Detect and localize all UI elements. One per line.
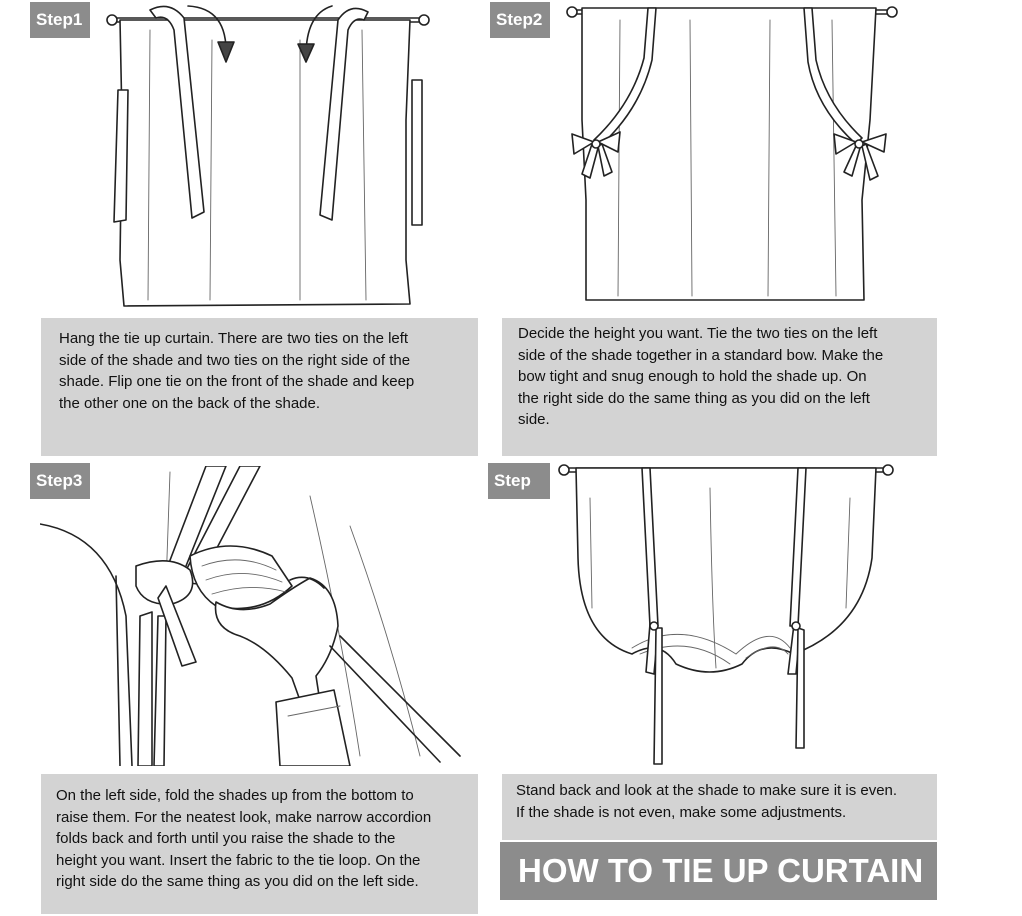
- step-2-illustration: [560, 0, 910, 310]
- step-3-caption: [41, 774, 478, 914]
- step-3-illustration: [40, 466, 480, 766]
- step-1-text: Hang the tie up curtain. There are two ties on the left side of the shade and two ties on the right side of the shade. Flip one tie on the front of the shade and keep the other one on the back of the shade.: [59, 330, 415, 412]
- step-2-label: Step2: [490, 2, 550, 38]
- step-2-text: Decide the height you want. Tie the two ties on the left side of the shade together in a standard bow. Make the bow tight and snug enough to hold the shade up. On the right side do the same thing as you did on the left side.: [518, 325, 884, 428]
- step-4-caption: [502, 774, 937, 840]
- step-2-caption: [502, 318, 937, 456]
- step-1-illustration: [100, 0, 440, 310]
- step-4-text: Stand back and look at the shade to make sure it is even. If the shade is not even, make some adjustments.: [516, 782, 898, 821]
- page-title: HOW TO TIE UP CURTAIN: [500, 842, 937, 900]
- step-3-label: Step3: [30, 463, 90, 499]
- step-3-text: On the left side, fold the shades up from the bottom to raise them. For the neatest look, make narrow accordion folds back and forth until you raise the shade to the height you want. Insert the fabric to the tie loop. On the right side do the same thing as you did on the left side.: [56, 787, 432, 890]
- step-4-illustration: [550, 458, 910, 778]
- step-4-label: Step 4: [488, 463, 550, 499]
- step-1-label: Step1: [30, 2, 90, 38]
- step-1-caption: [41, 318, 478, 456]
